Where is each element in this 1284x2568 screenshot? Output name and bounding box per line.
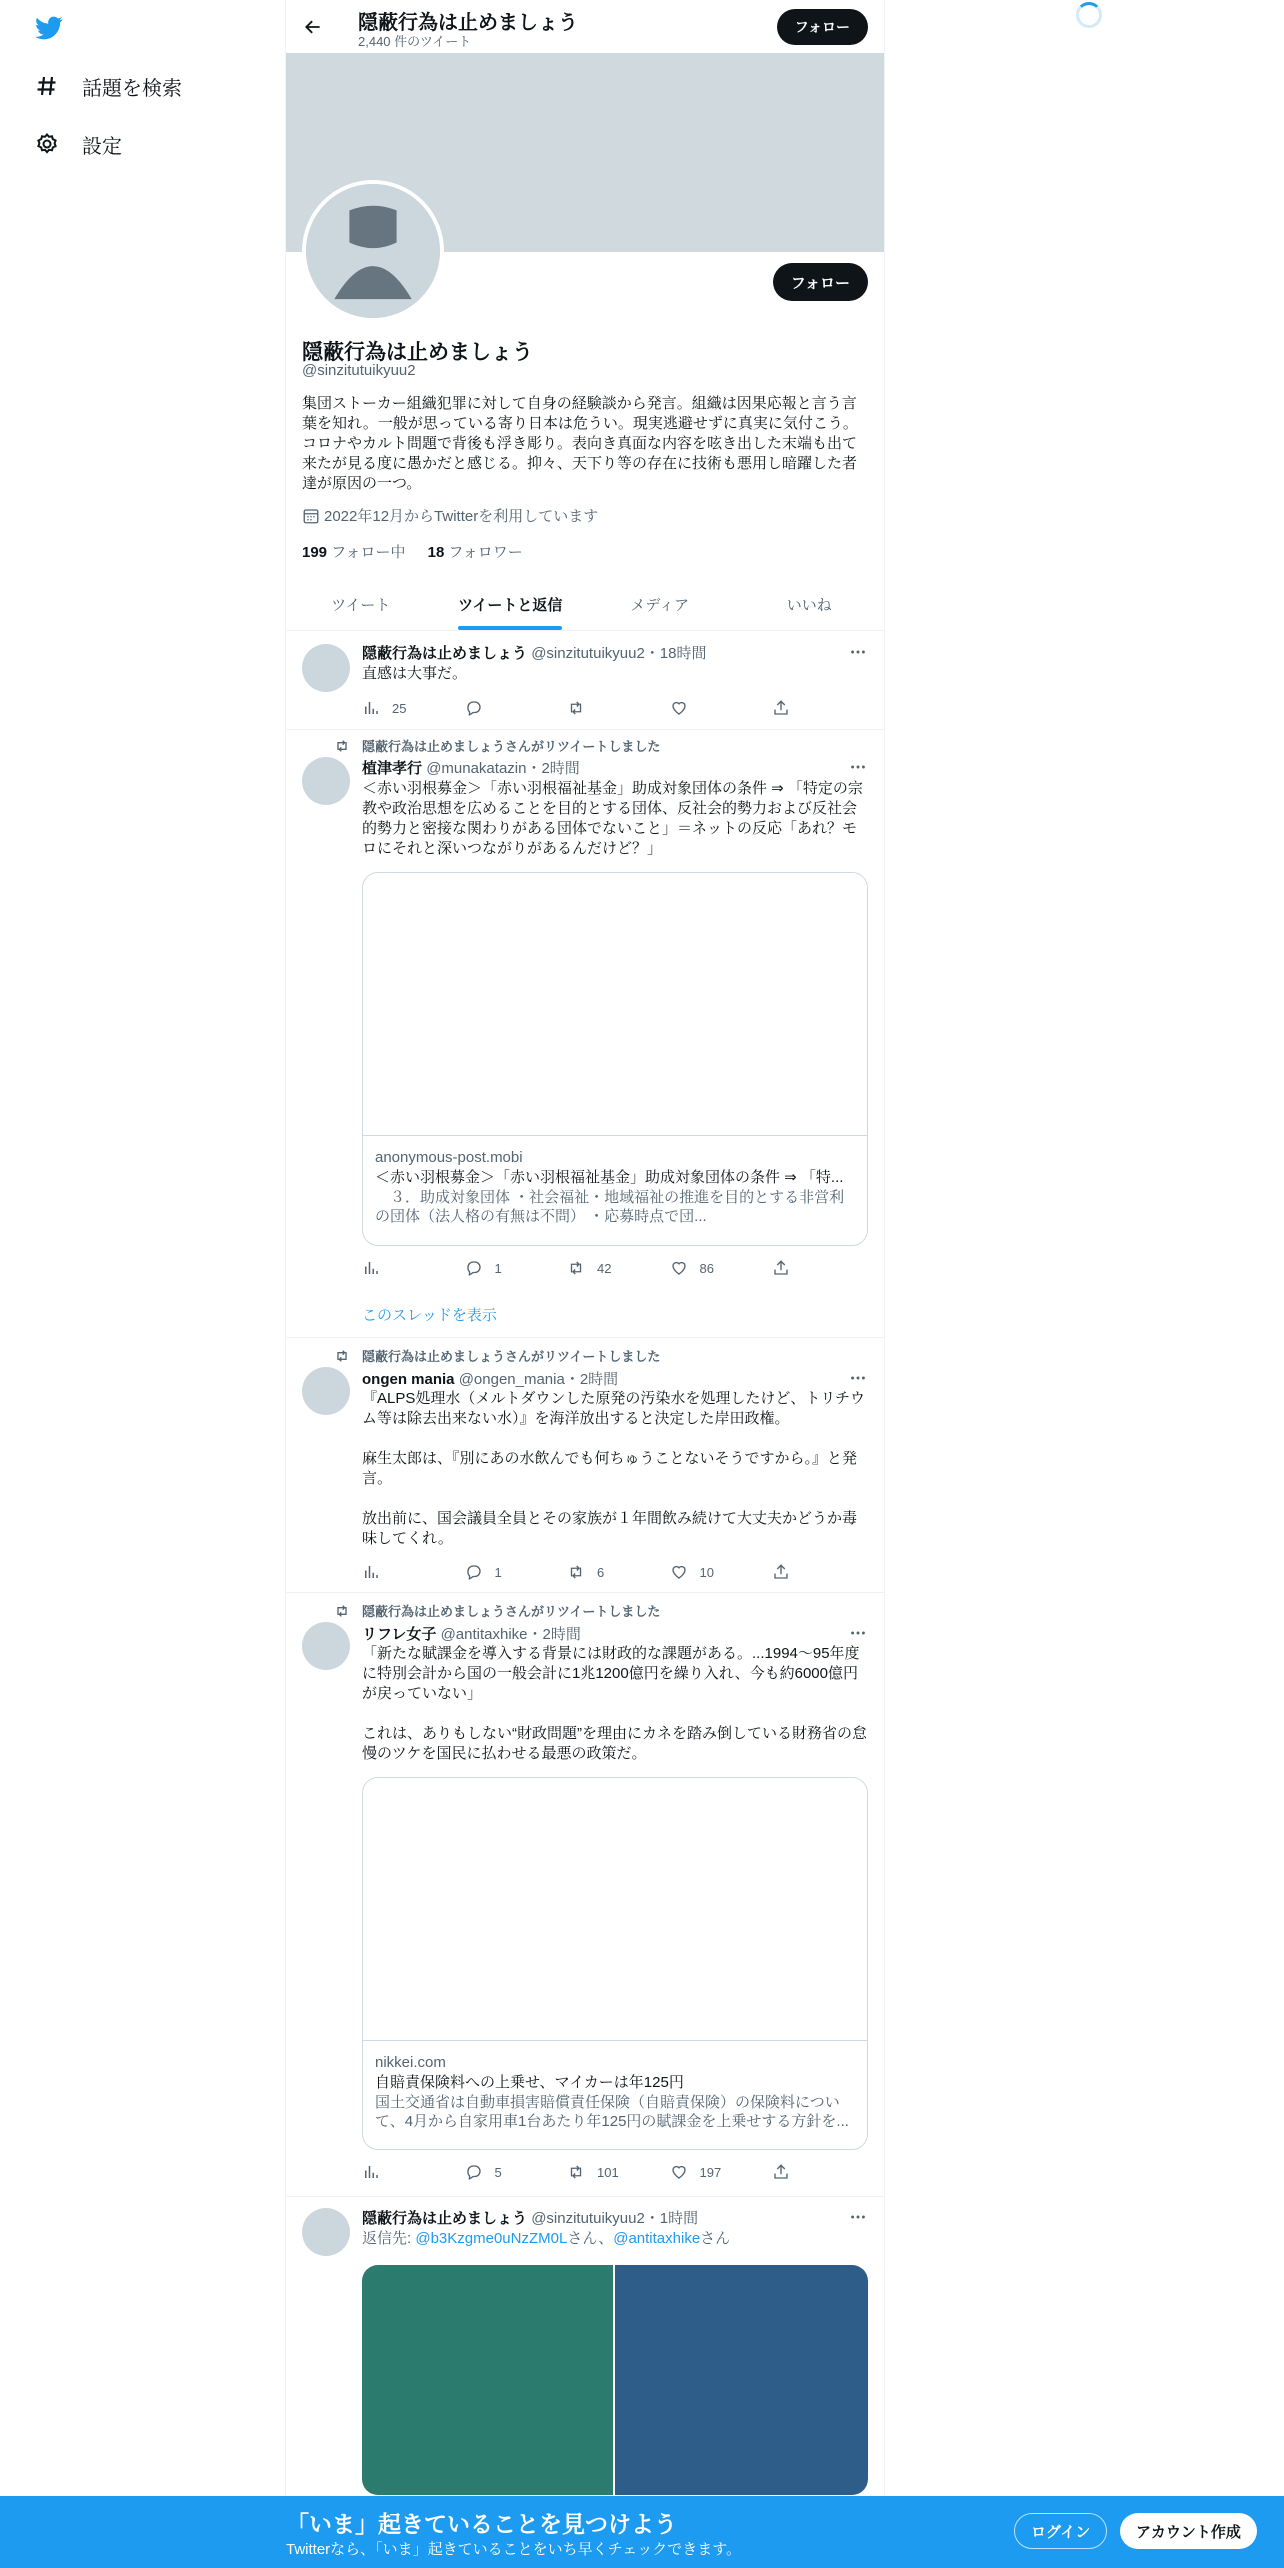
tab-likes[interactable]: いいね bbox=[786, 596, 832, 614]
followers-label: フォロワー bbox=[448, 544, 523, 561]
more-options-icon[interactable] bbox=[848, 2207, 868, 2227]
profile-column bbox=[285, 0, 885, 2568]
reply-icon bbox=[465, 2163, 483, 2181]
retweet-button[interactable] bbox=[567, 1258, 647, 1278]
retweet-button[interactable] bbox=[567, 2162, 647, 2182]
views-icon bbox=[362, 1259, 380, 1277]
avatar[interactable] bbox=[302, 644, 350, 692]
tweet-handle-time[interactable]: @ongen_mania・2時間 bbox=[458, 1371, 619, 1388]
nav-settings-label: 設定 bbox=[82, 135, 122, 158]
tweet[interactable] bbox=[286, 631, 884, 730]
heart-icon bbox=[670, 1259, 688, 1277]
reply-button[interactable] bbox=[465, 698, 545, 718]
share-icon bbox=[772, 699, 790, 717]
joined-text: 2022年12月からTwitterを利用しています bbox=[324, 508, 599, 525]
default-avatar-icon bbox=[306, 184, 440, 318]
share-icon bbox=[772, 1259, 790, 1277]
retweet-icon bbox=[567, 2163, 585, 2181]
like-count: 86 bbox=[699, 1260, 714, 1276]
card-title: ＜赤い羽根募金＞「赤い羽根福祉基金」助成対象団体の条件 ⇒ 「特... bbox=[375, 1169, 844, 1186]
loading-spinner-icon bbox=[1076, 2, 1102, 28]
tweet-text: ＜赤い羽根募金＞「赤い羽根福祉基金」助成対象団体の条件 ⇒ 「特定の宗教や政治思想を広めることを目的とする団体、反社会的勢力および反社会的勢力と密接な関わりがある団体でないこと」＝ネットの反応「あれ？モロにそれと深いつながりがあるんだけど？」 bbox=[362, 780, 863, 857]
like-count: 10 bbox=[699, 1564, 714, 1580]
views-button[interactable] bbox=[362, 2162, 442, 2182]
avatar[interactable] bbox=[302, 2208, 350, 2256]
tweet-author-name[interactable]: 隠蔽行為は止めましょう bbox=[362, 645, 528, 662]
profile-tabs bbox=[286, 578, 884, 631]
reply-user-link[interactable]: @b3Kzgme0uNzZM0L bbox=[415, 2230, 568, 2247]
like-button[interactable] bbox=[670, 1258, 750, 1278]
reply-count: 5 bbox=[494, 2164, 502, 2180]
nav-explore[interactable] bbox=[34, 66, 182, 106]
header-title: 隠蔽行為は止めましょう bbox=[358, 12, 578, 34]
more-options-icon[interactable] bbox=[848, 1623, 868, 1643]
share-button[interactable] bbox=[772, 698, 792, 718]
twitter-bird-icon[interactable] bbox=[34, 14, 64, 42]
views-icon bbox=[362, 2163, 380, 2181]
nav-explore-label: 話題を検索 bbox=[82, 77, 182, 100]
share-button[interactable] bbox=[772, 1258, 792, 1278]
views-icon bbox=[362, 699, 380, 717]
tweet-header bbox=[362, 757, 580, 778]
tweet-author-name[interactable]: リフレ女子 bbox=[362, 1626, 437, 1643]
following-count: 199 bbox=[302, 544, 328, 561]
heart-icon bbox=[670, 2163, 688, 2181]
retweet-context bbox=[334, 1346, 660, 1365]
retweet-icon bbox=[334, 1348, 350, 1364]
card-description: ３．助成対象団体 ・社会福祉・地域福祉の推進を目的とする非営利の団体（法人格の有無は不問） ・応募時点で団... bbox=[375, 1189, 845, 1225]
reply-san: さん bbox=[700, 2230, 731, 2247]
link-card[interactable] bbox=[362, 872, 868, 1246]
tweet-text: 「新たな賦課金を導入する背景には財政的な課題がある。...1994～95年度に特別会計から国の一般会計に1兆1200億円を繰り入れ、今も約6000億円が戻っていない」 これは、ありもしない“財政問題”を理由にカネを踏み倒している財務省の怠慢のツケを国民に払わせる最悪の政策だ。 bbox=[362, 1645, 867, 1762]
header-follow-button[interactable]: フォロー bbox=[777, 9, 868, 45]
like-count: 197 bbox=[699, 2164, 722, 2180]
profile-joined bbox=[302, 505, 598, 526]
login-button[interactable]: ログイン bbox=[1014, 2513, 1107, 2549]
tweet-text: 直感は大事だ。 bbox=[362, 665, 468, 682]
show-thread-link[interactable]: このスレッドを表示 bbox=[362, 1307, 497, 1324]
reply-button[interactable] bbox=[465, 2162, 545, 2182]
retweet-context-text[interactable]: 隠蔽行為は止めましょうさんがリツイートしました bbox=[362, 1604, 661, 1619]
tweet-actions bbox=[362, 1258, 792, 1278]
reply-prefix: 返信先: bbox=[362, 2230, 416, 2247]
views-button[interactable] bbox=[362, 698, 442, 718]
tweet-actions bbox=[362, 698, 792, 718]
card-title: 自賠責保険料への上乗せ、マイカーは年125円 bbox=[375, 2074, 684, 2091]
tweet-author-name[interactable]: 隠蔽行為は止めましょう bbox=[362, 2210, 528, 2227]
avatar[interactable] bbox=[302, 757, 350, 805]
retweet-icon bbox=[567, 699, 585, 717]
reply-icon bbox=[465, 1563, 483, 1581]
media-image[interactable] bbox=[615, 2265, 868, 2495]
profile-name: 隠蔽行為は止めましょう bbox=[302, 341, 533, 364]
tweet-handle-time[interactable]: @munakatazin・2時間 bbox=[426, 760, 580, 777]
tweet-actions bbox=[362, 2162, 792, 2182]
bottom-bar-title: 「いま」起きていることを見つけよう bbox=[286, 2511, 677, 2537]
tweet-media[interactable] bbox=[362, 2265, 868, 2495]
share-icon bbox=[772, 2163, 790, 2181]
retweet-button[interactable] bbox=[567, 698, 647, 718]
tweet[interactable] bbox=[286, 1593, 884, 2197]
nav-settings[interactable] bbox=[34, 124, 122, 164]
like-button[interactable] bbox=[670, 1562, 750, 1582]
more-options-icon[interactable] bbox=[848, 757, 868, 777]
reply-user-link[interactable]: @antitaxhike bbox=[613, 2230, 701, 2247]
hashtag-icon bbox=[34, 73, 60, 99]
retweet-icon bbox=[334, 738, 350, 754]
retweet-icon bbox=[567, 1259, 585, 1277]
following-link[interactable] bbox=[302, 544, 405, 561]
followers-link[interactable] bbox=[428, 544, 523, 561]
media-image[interactable] bbox=[362, 2265, 615, 2495]
followers-count: 18 bbox=[427, 544, 445, 561]
card-image bbox=[363, 1778, 867, 2041]
reply-count: 1 bbox=[494, 1564, 502, 1580]
tab-tweets[interactable]: ツイート bbox=[331, 596, 391, 614]
views-button[interactable] bbox=[362, 1562, 442, 1582]
tweet-author-name[interactable]: 植津孝行 bbox=[362, 760, 423, 777]
back-arrow-icon[interactable] bbox=[298, 12, 328, 42]
retweet-button[interactable] bbox=[567, 1562, 647, 1582]
bottom-bar-subtitle: Twitterなら、「いま」起きていることをいち早くチェックできます。 bbox=[286, 2541, 742, 2558]
tweet-text: 『ALPS処理水（メルトダウンした原発の汚染水を処理したけど、トリチウム等は除去出来ない水）』を海洋放出すると決定した岸田政権。 麻生太郎は、『別にあの水飲んでも何ちゅうことないそうですから。』と発言。 放出前に、国会議員全員とその家族が１年間飲み続けて大丈夫かどうか毒味してくれ。 bbox=[362, 1390, 866, 1547]
tweet[interactable] bbox=[286, 730, 884, 1338]
avatar[interactable] bbox=[302, 1367, 350, 1415]
retweet-icon bbox=[567, 1563, 585, 1581]
like-button[interactable] bbox=[670, 2162, 750, 2182]
signup-button[interactable]: アカウント作成 bbox=[1120, 2513, 1257, 2549]
views-count: 25 bbox=[392, 700, 407, 716]
tab-tweets-and-replies[interactable]: ツイートと返信 bbox=[436, 578, 586, 630]
tweet-header bbox=[362, 1623, 581, 1644]
card-domain: nikkei.com bbox=[375, 2054, 446, 2071]
card-description: 国土交通省は自動車損害賠償責任保険（自賠責保険）の保険料について、4月から自家用車1台あたり年125円の賦課金を上乗せする方針を... bbox=[375, 2094, 849, 2130]
retweet-count: 6 bbox=[597, 1564, 605, 1580]
retweet-icon bbox=[334, 1603, 350, 1619]
card-image bbox=[363, 873, 867, 1136]
reply-icon bbox=[465, 1259, 483, 1277]
more-options-icon[interactable] bbox=[848, 1368, 868, 1388]
heart-icon bbox=[670, 699, 688, 717]
gear-icon bbox=[34, 131, 60, 157]
profile-bio: 集団ストーカー組織犯罪に対して自身の経験談から発言。組織は因果応報と言う言葉を知れ。一般が思っている寄り日本は危うい。現実逃避せずに真実に気付こう。コロナやカルト問題で背後も浮き彫り。表向き真面な内容を呟き出した末端も出て来たが見る度に愚かだと感じる。抑々、天下り等の存在に技術も悪用し暗躍した者達が原因の一つ。 bbox=[302, 395, 858, 492]
profile-handle: @sinzitutuikyuu2 bbox=[302, 362, 416, 379]
reply-san: さん、 bbox=[567, 2230, 614, 2247]
retweet-context-text[interactable]: 隠蔽行為は止めましょうさんがリツイートしました bbox=[362, 1349, 661, 1364]
tweet-actions bbox=[362, 1562, 792, 1582]
following-label: フォロー中 bbox=[331, 544, 406, 561]
tweet-handle-time[interactable]: @sinzitutuikyuu2・18時間 bbox=[531, 645, 707, 662]
views-button[interactable] bbox=[362, 1258, 442, 1278]
card-domain: anonymous-post.mobi bbox=[375, 1149, 523, 1166]
tweet-header bbox=[362, 1368, 618, 1389]
retweet-context-text[interactable]: 隠蔽行為は止めましょうさんがリツイートしました bbox=[362, 739, 661, 754]
tweet-handle-time[interactable]: @sinzitutuikyuu2・1時間 bbox=[531, 2210, 699, 2227]
retweet-context bbox=[334, 736, 660, 755]
tab-media[interactable]: メディア bbox=[630, 596, 690, 614]
views-icon bbox=[362, 1563, 380, 1581]
calendar-icon bbox=[302, 507, 320, 525]
profile-follow-button[interactable]: フォロー bbox=[773, 263, 868, 301]
link-card[interactable] bbox=[362, 1777, 868, 2150]
tweet-header bbox=[362, 2207, 698, 2228]
reply-count: 1 bbox=[494, 1260, 502, 1276]
share-button[interactable] bbox=[772, 2162, 792, 2182]
profile-avatar[interactable] bbox=[302, 180, 444, 322]
reply-button[interactable] bbox=[465, 1258, 545, 1278]
reply-context bbox=[362, 2229, 868, 2249]
signup-bottom-bar bbox=[0, 2496, 1284, 2568]
profile-stats bbox=[302, 541, 541, 562]
retweet-count: 42 bbox=[597, 1260, 612, 1276]
tweet-header bbox=[362, 642, 707, 663]
heart-icon bbox=[670, 1563, 688, 1581]
share-icon bbox=[772, 1563, 790, 1581]
tweet-author-name[interactable]: ongen mania bbox=[362, 1371, 455, 1388]
profile-header-bar bbox=[286, 0, 884, 53]
retweet-context bbox=[334, 1601, 660, 1620]
like-button[interactable] bbox=[670, 698, 750, 718]
avatar[interactable] bbox=[302, 1622, 350, 1670]
reply-icon bbox=[465, 699, 483, 717]
share-button[interactable] bbox=[772, 1562, 792, 1582]
tweet-handle-time[interactable]: @antitaxhike・2時間 bbox=[440, 1626, 581, 1643]
retweet-count: 101 bbox=[597, 2164, 619, 2180]
reply-button[interactable] bbox=[465, 1562, 545, 1582]
header-tweet-count: 2,440 件のツイート bbox=[358, 34, 472, 49]
more-options-icon[interactable] bbox=[848, 642, 868, 662]
tweet[interactable] bbox=[286, 1338, 884, 1593]
